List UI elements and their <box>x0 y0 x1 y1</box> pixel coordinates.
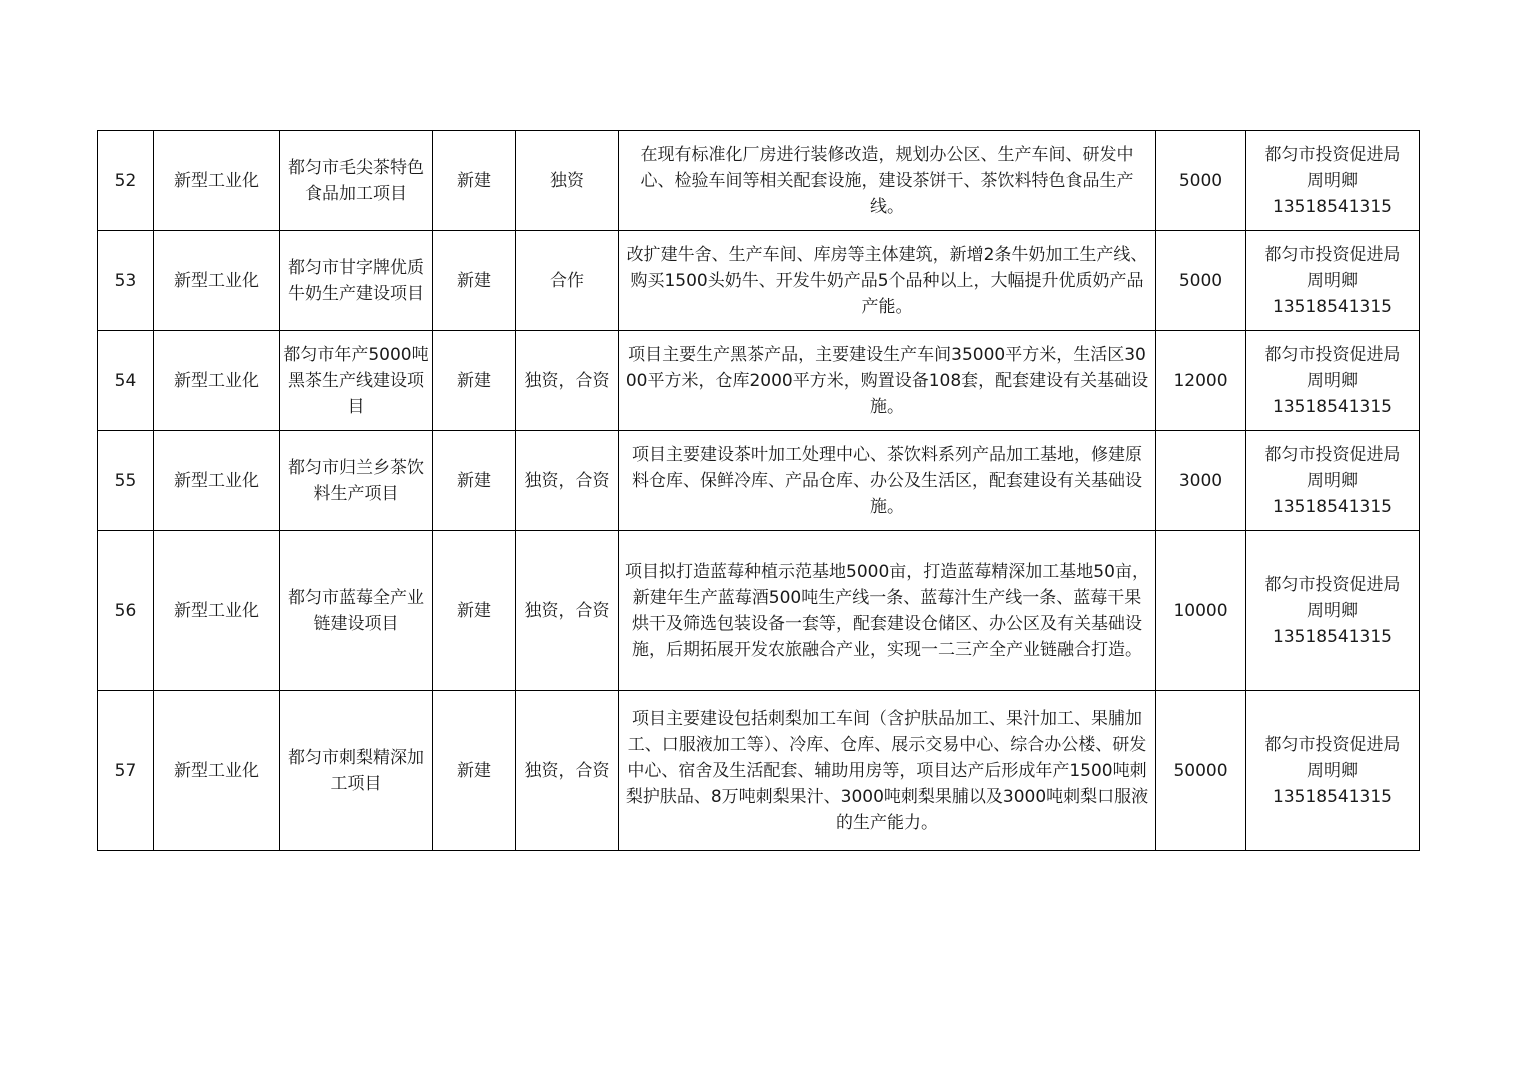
project-description: 项目主要建设包括刺梨加工车间（含护肤品加工、果汁加工、果脯加工、口服液加工等）、冷库、仓库、展示交易中心、综合办公楼、研发中心、宿舍及生活配套、辅助用房等，项目达产后形成年产1500吨刺梨护肤品、8万吨刺梨果汁、3000吨刺梨果脯以及3000吨刺梨口服液的生产能力。 <box>619 691 1156 851</box>
contact-person: 周明卿 <box>1307 270 1358 291</box>
contact-org: 都匀市投资促进局 <box>1264 444 1401 465</box>
project-name: 都匀市甘字牌优质牛奶生产建设项目 <box>280 231 433 331</box>
contact-org: 都匀市投资促进局 <box>1264 344 1401 365</box>
industry-category: 新型工业化 <box>154 531 280 691</box>
investment-amount: 10000 <box>1156 531 1246 691</box>
cooperation-mode: 独资，合资 <box>516 331 619 431</box>
project-table <box>97 130 1420 851</box>
table-row <box>98 131 1420 231</box>
contact-cell <box>1246 531 1420 691</box>
construction-type: 新建 <box>433 691 516 851</box>
cooperation-mode: 独资，合资 <box>516 691 619 851</box>
contact-cell <box>1246 431 1420 531</box>
contact-org: 都匀市投资促进局 <box>1264 574 1401 595</box>
construction-type: 新建 <box>433 231 516 331</box>
row-number: 57 <box>98 691 154 851</box>
investment-amount: 50000 <box>1156 691 1246 851</box>
contact-cell <box>1246 331 1420 431</box>
contact-phone: 13518541315 <box>1273 626 1392 647</box>
project-description: 改扩建牛舍、生产车间、库房等主体建筑，新增2条牛奶加工生产线、购买1500头奶牛、开发牛奶产品5个品种以上，大幅提升优质奶产品产能。 <box>619 231 1156 331</box>
contact-org: 都匀市投资促进局 <box>1264 144 1401 165</box>
industry-category: 新型工业化 <box>154 331 280 431</box>
construction-type: 新建 <box>433 331 516 431</box>
row-number: 54 <box>98 331 154 431</box>
table-row <box>98 331 1420 431</box>
project-description: 项目主要建设茶叶加工处理中心、茶饮料系列产品加工基地，修建原料仓库、保鲜冷库、产品仓库、办公及生活区，配套建设有关基础设施。 <box>619 431 1156 531</box>
industry-category: 新型工业化 <box>154 131 280 231</box>
investment-amount: 5000 <box>1156 131 1246 231</box>
contact-org: 都匀市投资促进局 <box>1264 734 1401 755</box>
cooperation-mode: 独资，合资 <box>516 431 619 531</box>
table-row <box>98 531 1420 691</box>
row-number: 52 <box>98 131 154 231</box>
contact-cell <box>1246 231 1420 331</box>
project-name: 都匀市归兰乡茶饮料生产项目 <box>280 431 433 531</box>
contact-cell <box>1246 131 1420 231</box>
investment-amount: 5000 <box>1156 231 1246 331</box>
table-row <box>98 231 1420 331</box>
contact-phone: 13518541315 <box>1273 396 1392 417</box>
construction-type: 新建 <box>433 531 516 691</box>
contact-phone: 13518541315 <box>1273 496 1392 517</box>
contact-phone: 13518541315 <box>1273 296 1392 317</box>
project-description: 在现有标准化厂房进行装修改造，规划办公区、生产车间、研发中心、检验车间等相关配套设施，建设茶饼干、茶饮料特色食品生产线。 <box>619 131 1156 231</box>
project-description: 项目拟打造蓝莓种植示范基地5000亩，打造蓝莓精深加工基地50亩，新建年生产蓝莓酒500吨生产线一条、蓝莓汁生产线一条、蓝莓干果烘干及筛选包装设备一套等，配套建设仓储区、办公区及有关基础设施，后期拓展开发农旅融合产业，实现一二三产全产业链融合打造。 <box>619 531 1156 691</box>
cooperation-mode: 独资 <box>516 131 619 231</box>
project-name: 都匀市年产5000吨黑茶生产线建设项目 <box>280 331 433 431</box>
contact-person: 周明卿 <box>1307 470 1358 491</box>
investment-amount: 12000 <box>1156 331 1246 431</box>
industry-category: 新型工业化 <box>154 691 280 851</box>
row-number: 53 <box>98 231 154 331</box>
industry-category: 新型工业化 <box>154 231 280 331</box>
project-name: 都匀市蓝莓全产业链建设项目 <box>280 531 433 691</box>
contact-cell <box>1246 691 1420 851</box>
contact-person: 周明卿 <box>1307 370 1358 391</box>
industry-category: 新型工业化 <box>154 431 280 531</box>
contact-phone: 13518541315 <box>1273 196 1392 217</box>
cooperation-mode: 独资，合资 <box>516 531 619 691</box>
contact-person: 周明卿 <box>1307 600 1358 621</box>
project-description: 项目主要生产黑茶产品，主要建设生产车间35000平方米，生活区3000平方米，仓库2000平方米，购置设备108套，配套建设有关基础设施。 <box>619 331 1156 431</box>
cooperation-mode: 合作 <box>516 231 619 331</box>
row-number: 56 <box>98 531 154 691</box>
contact-org: 都匀市投资促进局 <box>1264 244 1401 265</box>
contact-person: 周明卿 <box>1307 760 1358 781</box>
table-row <box>98 431 1420 531</box>
project-name: 都匀市刺梨精深加工项目 <box>280 691 433 851</box>
investment-amount: 3000 <box>1156 431 1246 531</box>
project-name: 都匀市毛尖茶特色食品加工项目 <box>280 131 433 231</box>
contact-phone: 13518541315 <box>1273 786 1392 807</box>
construction-type: 新建 <box>433 431 516 531</box>
contact-person: 周明卿 <box>1307 170 1358 191</box>
construction-type: 新建 <box>433 131 516 231</box>
table-row <box>98 691 1420 851</box>
row-number: 55 <box>98 431 154 531</box>
